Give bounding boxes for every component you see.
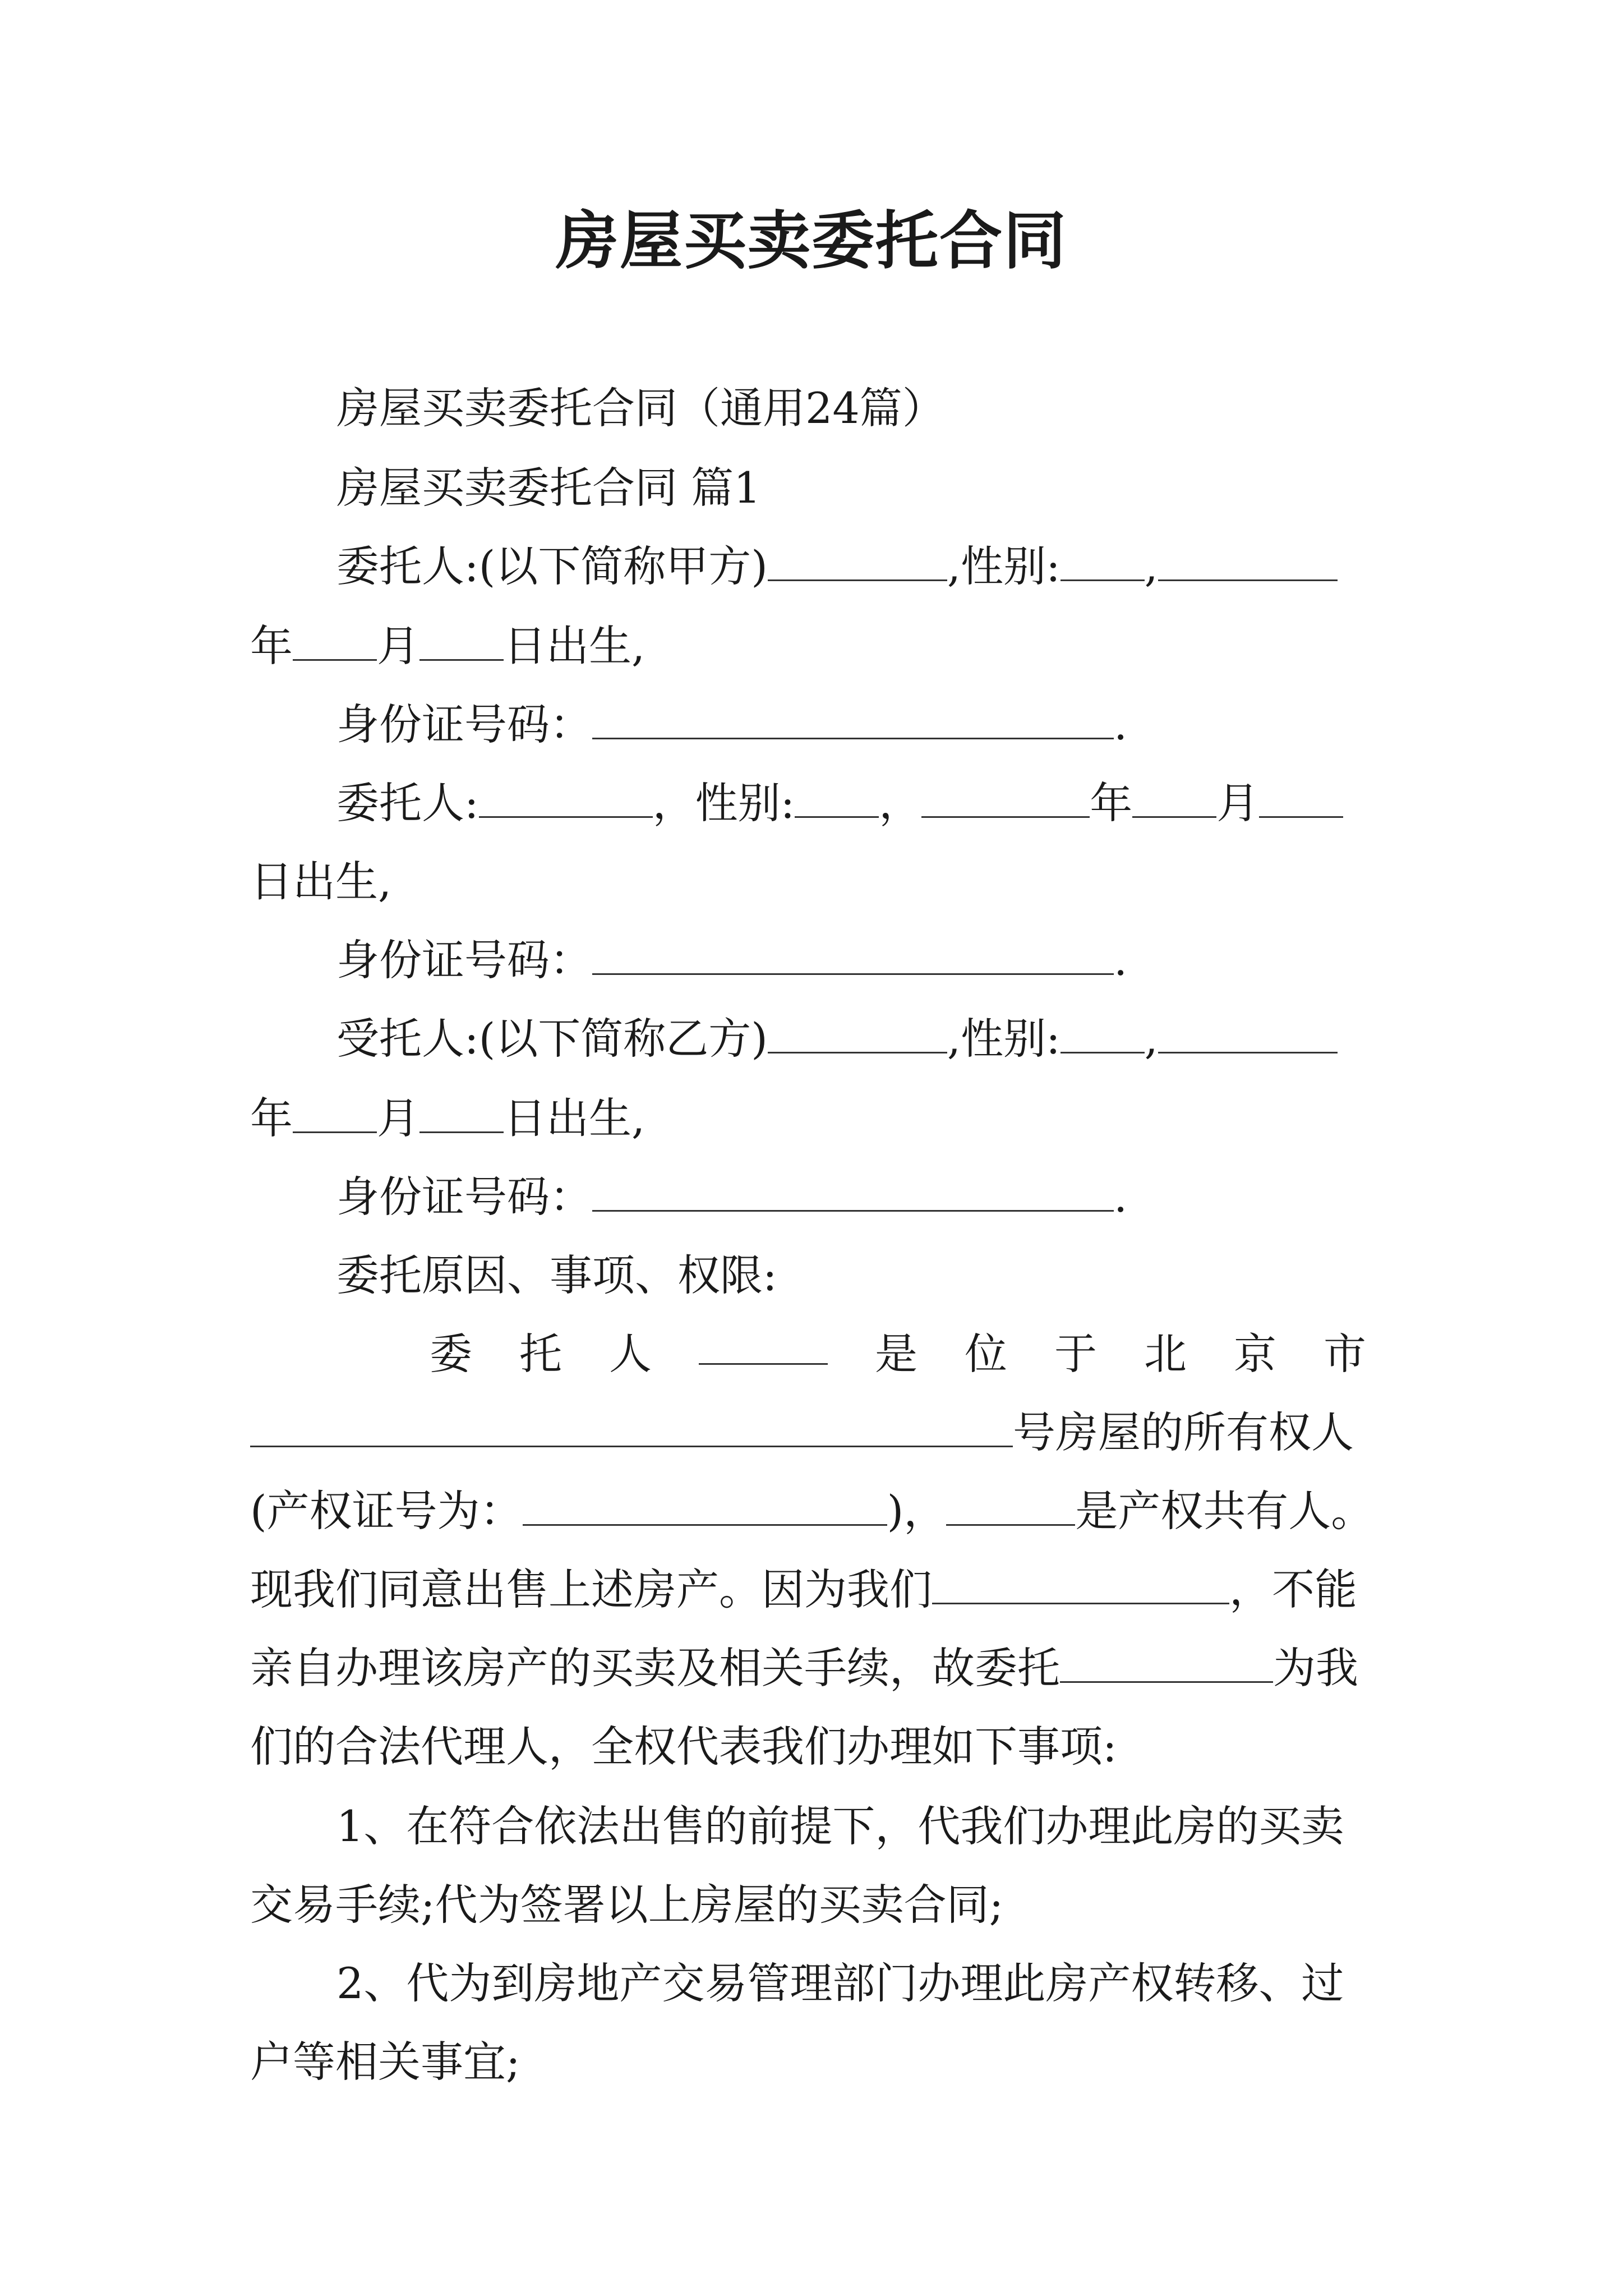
principal-a-gender-blank[interactable] — [1061, 537, 1145, 581]
agent-id-line: 身份证号码： . — [336, 1163, 1623, 1231]
delegation-heading: 委托原因、事项、权限: — [336, 1250, 777, 1300]
agent-id-blank[interactable] — [592, 1167, 1114, 1212]
section-heading: 房屋买卖委托合同 篇1 — [336, 463, 761, 513]
reason-line: 现我们同意出售上述房产。因为我们 ，不能 — [250, 1556, 1623, 1623]
principal-b-gender-blank[interactable] — [795, 774, 879, 818]
principal-a-birth-line: 年 月 日出生, — [250, 613, 1623, 680]
appointee-blank[interactable] — [1060, 1639, 1273, 1683]
principal-b-birth-year-blank[interactable] — [921, 774, 1090, 818]
subtitle: 房屋买卖委托合同（通用24篇） — [336, 383, 945, 433]
authority-line: 们的合法代理人，全权代表我们办理如下事项: — [250, 1722, 1117, 1772]
ownership-line: 委 托 人 是 位 于 北 京 市 — [250, 1320, 1623, 1388]
principal-b-id-blank[interactable] — [592, 931, 1114, 975]
item-2-line-2: 户等相关事宜; — [250, 2037, 520, 2087]
delegation-heading-line — [336, 1242, 1623, 1309]
principal-a-id-blank[interactable] — [592, 695, 1114, 739]
agent-line: 受托人:(以下简称乙方) ,性别: , — [336, 1005, 1623, 1073]
co-owner-blank[interactable] — [946, 1481, 1075, 1526]
subtitle-line — [336, 375, 1623, 442]
owner-name-blank[interactable] — [699, 1320, 828, 1365]
principal-a-birth-month-blank[interactable] — [293, 616, 377, 661]
certificate-number-blank[interactable] — [523, 1481, 887, 1526]
agent-birth-day-blank[interactable] — [419, 1089, 504, 1133]
item-1-line-1: 1、在符合依法出售的前提下，代我们办理此房的买卖 — [336, 1801, 1344, 1851]
principal-a-name-blank[interactable] — [768, 537, 947, 581]
section-heading-line — [336, 454, 1623, 522]
address-line: 号房屋的所有权人 — [250, 1399, 1623, 1466]
principal-b-birth-day-blank[interactable] — [1259, 774, 1343, 818]
address-blank[interactable] — [250, 1403, 1013, 1447]
agent-birth-year-blank[interactable] — [1158, 1009, 1338, 1053]
principal-a-birth-day-blank[interactable] — [419, 616, 504, 661]
agent-birth-month-blank[interactable] — [293, 1089, 377, 1133]
agent-birth-line: 年 月 日出生, — [250, 1085, 1623, 1152]
agent-name-blank[interactable] — [768, 1009, 947, 1053]
appoint-line: 亲自办理该房产的买卖及相关手续，故委托 为我 — [250, 1635, 1623, 1702]
document-title: 房屋买卖委托合同 — [556, 204, 1067, 278]
principal-a-birth-year-blank[interactable] — [1158, 537, 1338, 581]
principal-b-line: 委托人: ，性别: ， 年 月 — [336, 770, 1623, 837]
principal-b-name-blank[interactable] — [479, 774, 653, 818]
certificate-line: (产权证号为： )， 是产权共有人。 — [250, 1478, 1623, 1545]
item-2-line-1: 2、代为到房地产交易管理部门办理此房产权转移、过 — [336, 1958, 1344, 2008]
agent-gender-blank[interactable] — [1061, 1009, 1145, 1053]
principal-b-birth-line: 日出生, — [250, 857, 392, 907]
principal-b-birth-month-blank[interactable] — [1132, 774, 1216, 818]
principal-a-line: 委托人:(以下简称甲方) ,性别: , — [336, 533, 1623, 600]
reason-blank[interactable] — [932, 1560, 1229, 1604]
item-1-line-2: 交易手续;代为签署以上房屋的买卖合同; — [250, 1880, 1004, 1930]
principal-b-id-line: 身份证号码： . — [336, 927, 1623, 994]
principal-a-id-line: 身份证号码： . — [336, 691, 1623, 758]
